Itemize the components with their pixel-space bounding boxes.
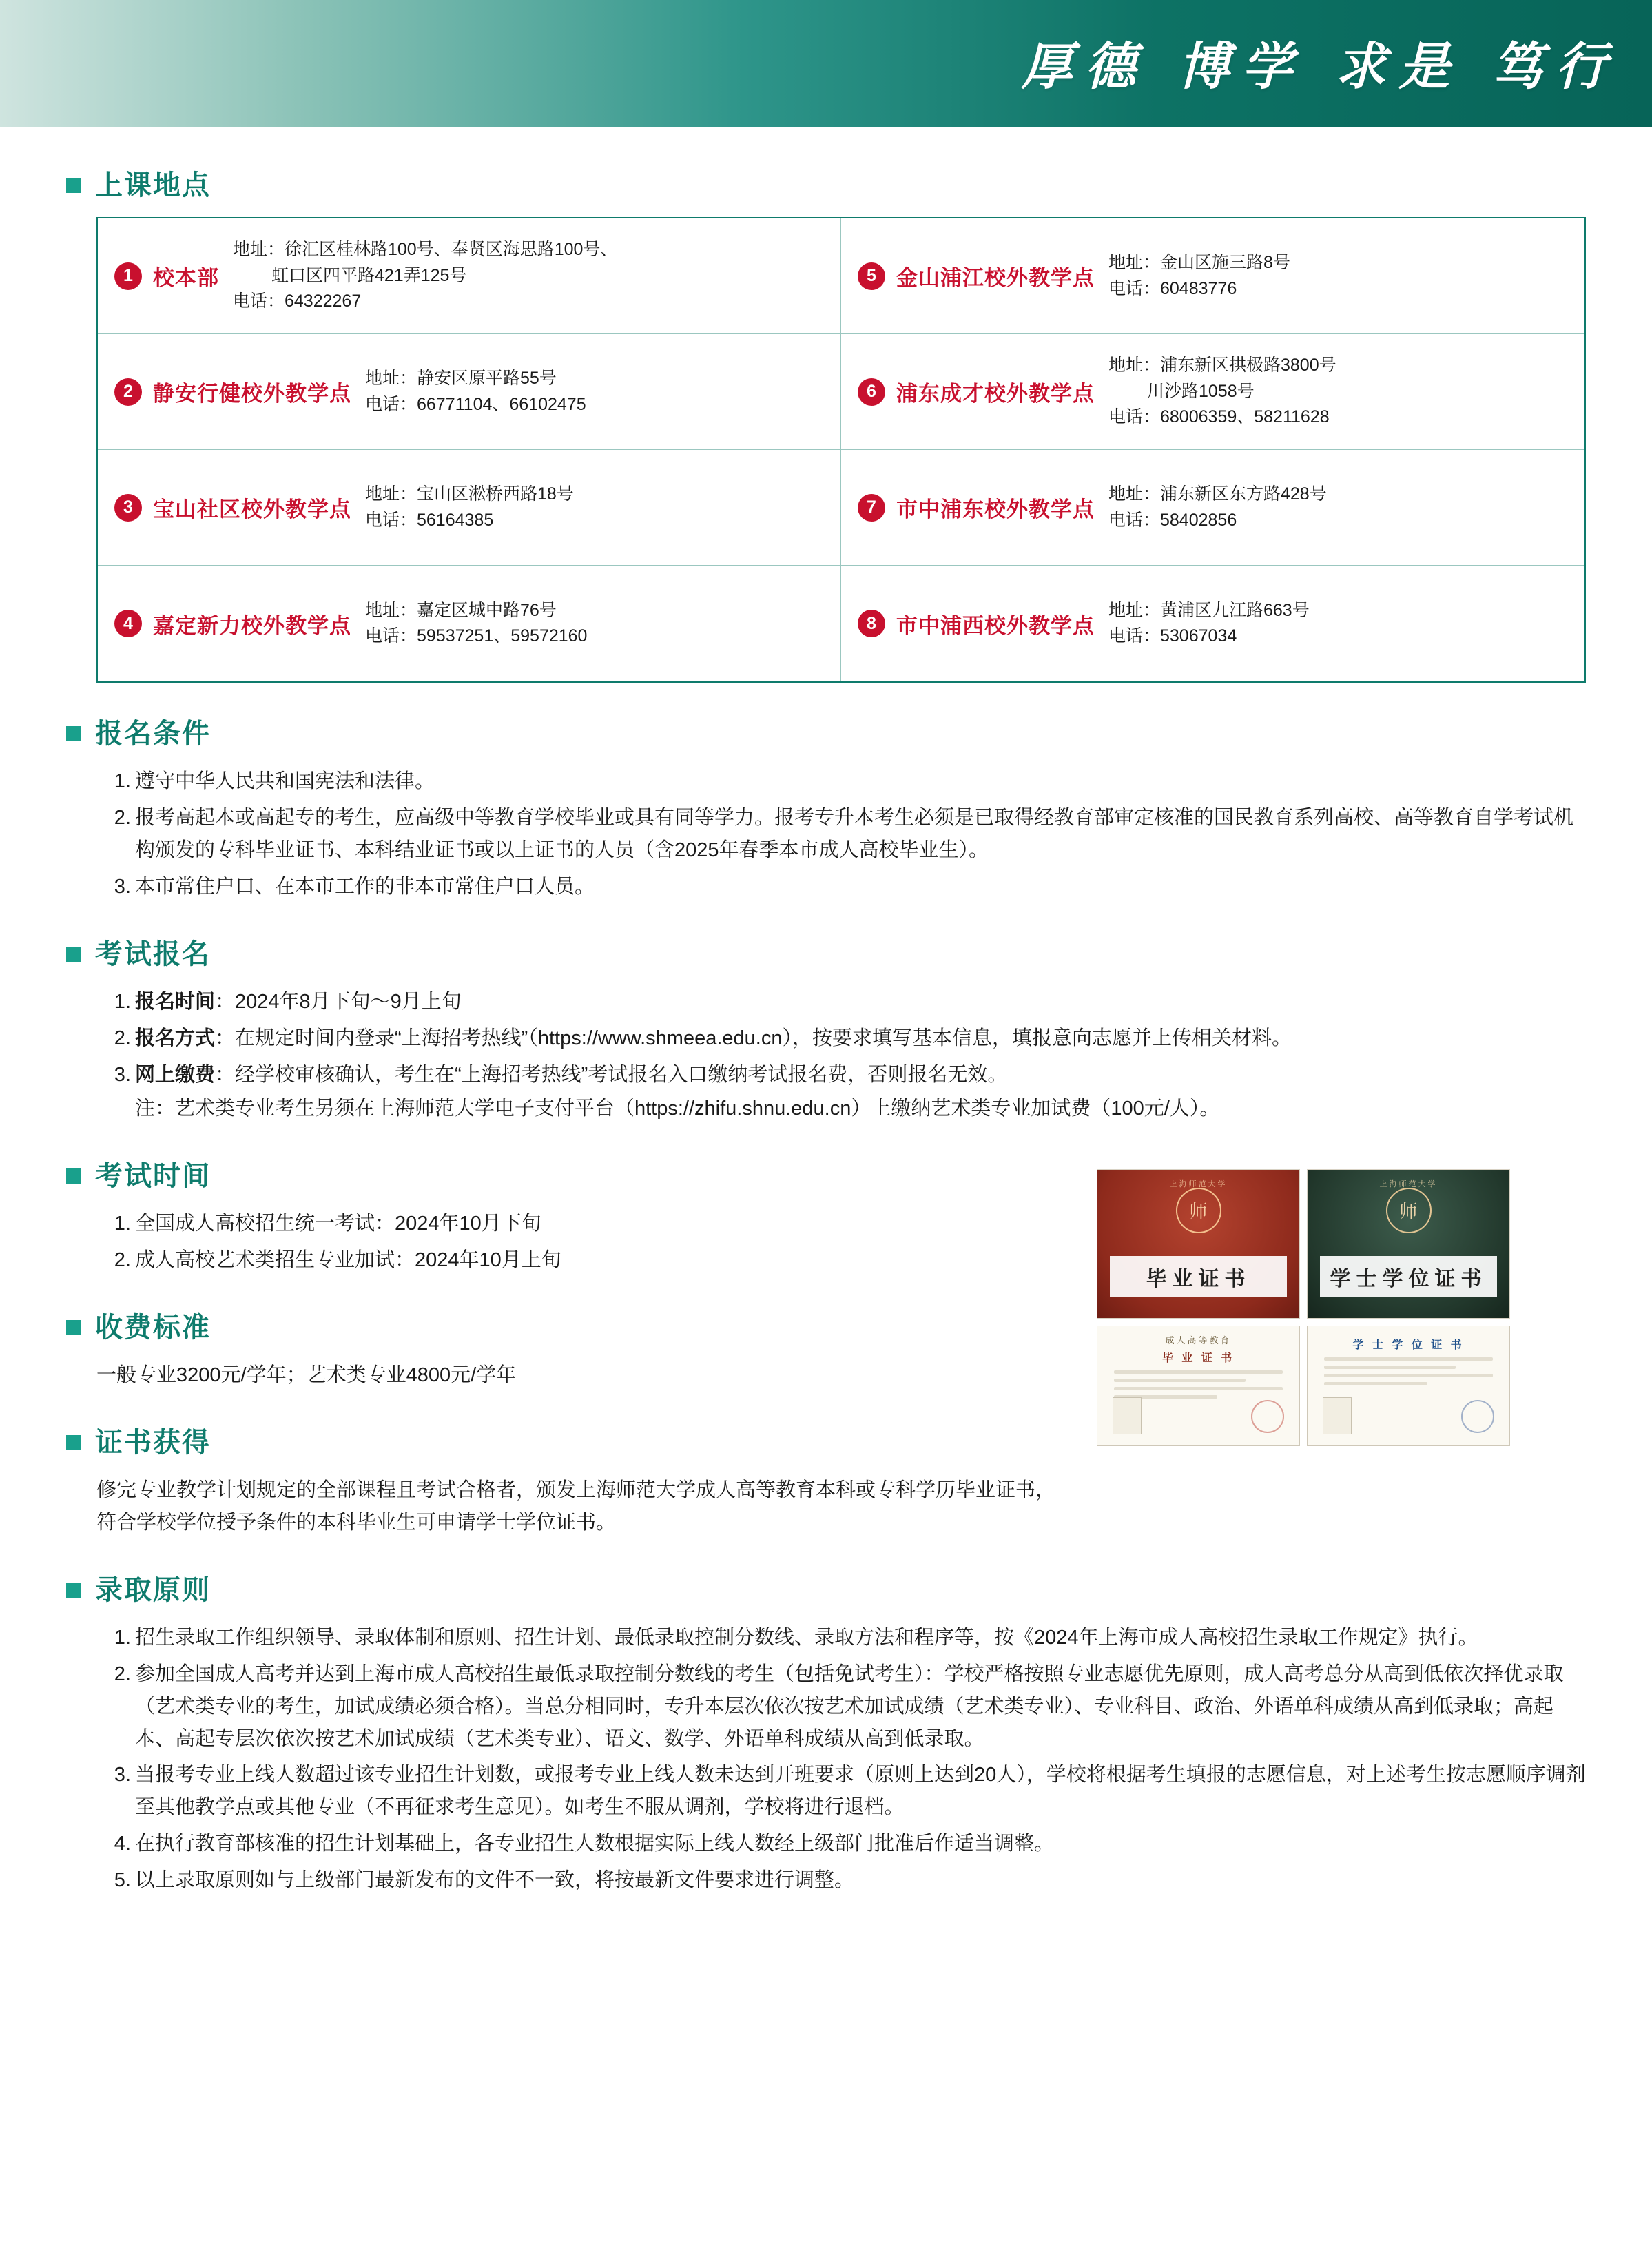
location-address-line: 地址：嘉定区城中路76号 (365, 600, 557, 620)
location-cell (98, 218, 841, 334)
location-name: 嘉定新力校外教学点 (153, 613, 351, 638)
list-item (135, 986, 1586, 1018)
diploma-cover-title: 毕业证书 (1110, 1256, 1288, 1297)
section-title-admission: 录取原则 (95, 1574, 211, 1605)
list-item: 以上录取原则如与上级部门最新发布的文件不一致，将按最新文件要求进行调整。 (135, 1869, 855, 1892)
location-cell (841, 450, 1584, 566)
location-phone: 电话：64322267 (233, 291, 362, 311)
section-title-exam-signup: 考试报名 (95, 938, 211, 969)
location-info (365, 366, 828, 418)
section-title-certificate: 证书获得 (95, 1427, 211, 1458)
location-cell (841, 334, 1584, 450)
list-item-label: 网上缴费 (135, 1063, 216, 1086)
location-name: 市中浦西校外教学点 (896, 613, 1095, 638)
section-header-locations (66, 172, 1586, 199)
university-emblem-icon: 师 (1386, 1188, 1432, 1233)
degree-inner-image (1307, 1326, 1510, 1446)
banner-motto: 厚德 博学 求是 笃行 (1021, 37, 1619, 96)
diploma-inner-title: 毕 业 证 书 (1161, 1352, 1235, 1364)
location-address-line: 地址：静安区原平路55号 (365, 369, 557, 388)
list-item-label: 报名方式 (135, 1027, 216, 1049)
degree-inner-title: 学 士 学 位 证 书 (1352, 1339, 1465, 1351)
list-item-text: ：在规定时间内登录“上海招考热线”（https://www.shmeea.edu.cn），按要求填写基本信息，填报意向志愿并上传相关材料。 (215, 1027, 1292, 1049)
list-item-note: 注：艺术类专业考生另须在上海师范大学电子支付平台（https://zhifu.shnu.edu.cn）上缴纳艺术类专业加试费（100元/人）。 (135, 1097, 1220, 1120)
location-phone: 电话：59537251、59572160 (365, 626, 588, 646)
list-item-text: ：经学校审核确认，考生在“上海招考热线”考试报名入口缴纳考试报名费，否则报名无效。 (215, 1063, 1008, 1086)
page-content (0, 172, 1652, 1942)
locations-table (96, 217, 1586, 683)
square-bullet-icon (66, 1435, 81, 1450)
section-title-fees: 收费标准 (95, 1312, 211, 1343)
location-address-line: 地址：浦东新区东方路428号 (1108, 484, 1327, 504)
location-address-line: 地址：浦东新区拱极路3800号 (1108, 356, 1336, 375)
location-number-badge: 3 (114, 494, 142, 522)
location-name: 市中浦东校外教学点 (896, 497, 1095, 522)
list-item: 参加全国成人高考并达到上海市成人高校招生最低录取控制分数线的考生（包括免试考生）：学校严格按照专业志愿优先原则，成人高考总分从高到低依次择优录取（艺术类专业的考生，加试成绩必须合格）。当总分相同时，专升本层次依次按艺术加试成绩（艺术类专业）、专业科目、政治、外语单科成绩从高到低录取；高起本、高起专层次依次按艺术加试成绩（艺术类专业）、语文、数学、外语单科成绩从高到低录取。 (135, 1662, 1564, 1750)
location-phone: 电话：66771104、66102475 (365, 394, 586, 414)
location-phone: 电话：60483776 (1108, 278, 1237, 298)
photo-placeholder (1323, 1397, 1352, 1434)
list-item: 本市常住户口、在本市工作的非本市常住户口人员。 (135, 875, 595, 898)
location-name: 浦东成才校外教学点 (896, 382, 1095, 406)
location-cell (98, 566, 841, 681)
page-banner (0, 0, 1652, 127)
list-item: 招生录取工作组织领导、录取体制和原则、招生计划、最低录取控制分数线、录取方法和程序等，按《2024年上海市成人高校招生录取工作规定》执行。 (135, 1626, 1478, 1649)
diploma-inner-lines (1104, 1370, 1292, 1399)
diploma-inner-image (1097, 1326, 1300, 1446)
location-info (1108, 353, 1572, 431)
exam-signup-list (96, 986, 1586, 1125)
list-item (135, 1059, 1586, 1125)
diploma-cover-seal-text: 上海师范大学 (1169, 1179, 1228, 1188)
square-bullet-icon (66, 178, 81, 193)
location-info (233, 237, 828, 315)
location-address-line: 川沙路1058号 (1147, 381, 1255, 401)
location-name: 校本部 (153, 266, 219, 290)
admission-list (96, 1622, 1586, 1897)
fees-text: 一般专业3200元/学年；艺术类专业4800元/学年 (96, 1363, 517, 1386)
diploma-inner-header: 成人高等教育 (1165, 1335, 1232, 1346)
location-address-line: 地址：宝山区淞桥西路18号 (365, 484, 574, 504)
list-item (135, 1022, 1586, 1055)
degree-cover-title: 学士学位证书 (1320, 1256, 1498, 1297)
section-header-conditions (66, 720, 1586, 748)
location-address-line: 地址：黄浦区九江路663号 (1108, 600, 1310, 620)
location-info (365, 482, 828, 533)
list-item: 报考高起本或高起专的考生，应高级中等教育学校毕业或具有同等学力。报考专升本考生必须是已取得经教育部审定核准的国民教育系列高校、高等教育自学考试机构颁发的专科毕业证书、本科结业证书或以上证书的人员（含2025年春季本市成人高校毕业生）。 (135, 806, 1574, 861)
degree-cover-seal-text: 上海师范大学 (1379, 1179, 1438, 1188)
list-item: 在执行教育部核准的招生计划基础上，各专业招生人数根据实际上线人数经上级部门批准后作适当调整。 (135, 1833, 1055, 1855)
certificate-text: 修完专业教学计划规定的全部课程且考试合格者，颁发上海师范大学成人高等教育本科或专科学历毕业证书，符合学校学位授予条件的本科毕业生可申请学士学位证书。 (96, 1479, 1056, 1534)
location-info (1108, 250, 1572, 302)
section-title-locations: 上课地点 (95, 170, 211, 200)
square-bullet-icon (66, 1583, 81, 1598)
degree-inner-lines (1314, 1357, 1503, 1385)
location-number-badge: 2 (114, 378, 142, 406)
location-info (1108, 482, 1572, 533)
location-phone: 电话：53067034 (1108, 626, 1237, 646)
square-bullet-icon (66, 726, 81, 741)
section-title-conditions: 报名条件 (95, 719, 211, 749)
location-phone: 电话：56164385 (365, 510, 494, 530)
location-cell (841, 566, 1584, 681)
university-emblem-icon: 师 (1176, 1188, 1221, 1233)
section-title-exam-time: 考试时间 (95, 1160, 211, 1191)
list-item-label: 报名时间 (135, 990, 216, 1013)
list-item: 成人高校艺术类招生专业加试：2024年10月上旬 (135, 1248, 561, 1271)
photo-placeholder (1113, 1397, 1142, 1434)
list-item-text: ：2024年8月下旬～9月上旬 (215, 990, 462, 1013)
location-info (365, 598, 828, 650)
location-number-badge: 7 (858, 494, 885, 522)
location-cell (98, 334, 841, 450)
location-name: 金山浦江校外教学点 (896, 266, 1095, 290)
list-item: 遵守中华人民共和国宪法和法律。 (135, 770, 435, 792)
official-stamp-icon (1251, 1400, 1284, 1433)
conditions-list (96, 765, 1586, 903)
square-bullet-icon (66, 947, 81, 962)
location-cell (841, 218, 1584, 334)
location-address-line: 地址：金山区施三路8号 (1108, 253, 1290, 272)
square-bullet-icon (66, 1320, 81, 1335)
location-address-line: 虹口区四平路421弄125号 (271, 265, 467, 285)
location-name: 静安行健校外教学点 (153, 382, 351, 406)
square-bullet-icon (66, 1168, 81, 1184)
list-item: 全国成人高校招生统一考试：2024年10月下旬 (135, 1212, 541, 1235)
location-number-badge: 8 (858, 610, 885, 637)
location-address-line: 地址：徐汇区桂林路100号、奉贤区海思路100号、 (233, 240, 618, 260)
list-item: 当报考专业上线人数超过该专业招生计划数，或报考专业上线人数未达到开班要求（原则上达到20人），学校将根据考生填报的志愿信息，对上述考生按志愿顺序调剂至其他教学点或其他专业（不再征求考生意见）。如考生不服从调剂，学校将进行退档。 (135, 1764, 1586, 1819)
section-header-admission (66, 1576, 1586, 1604)
official-stamp-icon (1461, 1400, 1494, 1433)
location-number-badge: 1 (114, 262, 142, 290)
location-phone: 电话：58402856 (1108, 510, 1237, 530)
location-cell (98, 450, 841, 566)
location-phone: 电话：68006359、58211628 (1108, 407, 1330, 427)
section-header-exam-signup (66, 940, 1586, 968)
location-number-badge: 6 (858, 378, 885, 406)
location-number-badge: 5 (858, 262, 885, 290)
location-info (1108, 598, 1572, 650)
location-number-badge: 4 (114, 610, 142, 637)
location-name: 宝山社区校外教学点 (153, 497, 351, 522)
